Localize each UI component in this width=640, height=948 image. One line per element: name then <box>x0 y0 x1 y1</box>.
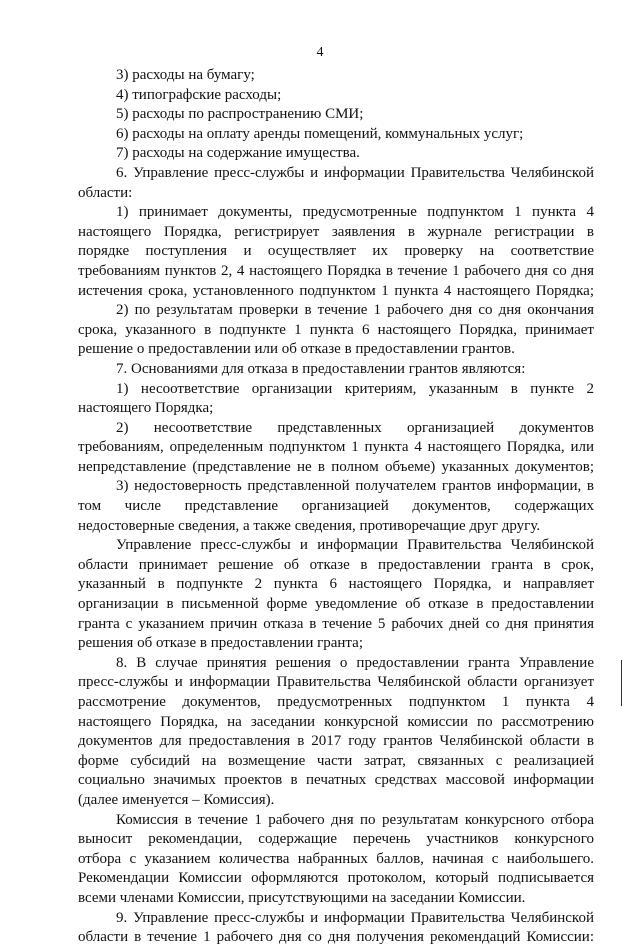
text-line: 7. Основаниями для отказа в предоставлении грантов являются: <box>116 360 526 377</box>
text-line: (далее именуется – Комиссия). <box>78 791 275 808</box>
text-line: решения об отказе в предоставлении гранта; <box>78 635 363 652</box>
text-line: 1) принимает документы, предусмотренные подпунктом 1 пункта 4 <box>116 204 594 221</box>
text-line: настоящего Порядка; <box>78 400 214 417</box>
text-line: области в течение 1 рабочего дня со дня получения рекомендаций Комиссии: <box>78 929 594 946</box>
text-line: 8. В случае принятия решения о предоставлении гранта Управление <box>116 654 594 671</box>
text-line: отбора с указанием количества набранных баллов, начиная с наибольшего. <box>78 850 594 867</box>
text-line: рассмотрение документов, предусмотренных подпунктом 1 пункта 4 <box>78 694 594 710</box>
text-line: непредставление (представление не в полном объеме) указанных документов; <box>78 458 594 475</box>
text-line: 3) недостоверность представленной получателем грантов информации, в <box>116 478 594 495</box>
text-line: срока, указанного в подпункте 1 пункта 6 настоящего Порядка, принимает <box>78 321 594 338</box>
text-line: всеми членами Комиссии, присутствующими на заседании Комиссии. <box>78 889 526 906</box>
text-line: выносит рекомендации, содержащие перечень участников конкурсного <box>78 831 594 848</box>
text-line: 7) расходы на содержание имущества. <box>116 145 360 162</box>
text-line: решение о предоставлении или об отказе в предоставлении грантов. <box>78 341 515 358</box>
text-line: 3) расходы на бумагу; <box>116 67 255 83</box>
text-line: настоящего Порядка, регистрирует заявления в журнале регистрации в <box>78 223 594 240</box>
text-line: пресс-службы и информации Правительства Челябинской области организует <box>78 674 594 691</box>
text-line: 5) расходы по распространению СМИ; <box>116 106 364 123</box>
text-line: организации в письменной форме уведомление об отказе в предоставлении <box>78 596 594 613</box>
text-line: порядке поступления и осуществляет их проверку на соответствие <box>78 243 594 260</box>
text-line: 2) по результатам проверки в течение 1 рабочего дня со дня окончания <box>116 302 594 319</box>
text-line: Комиссия в течение 1 рабочего дня по результатам конкурсного отбора <box>116 811 594 828</box>
text-line: том числе представление организацией документов, содержащих <box>78 498 594 515</box>
text-line: истечения срока, установленного подпунктом 1 пункта 4 настоящего Порядка; <box>78 282 594 299</box>
text-line: гранта с указанием причин отказа в течение 5 рабочих дней со дня принятия <box>78 615 594 632</box>
text-line: 6) расходы на оплату аренды помещений, коммунальных услуг; <box>116 125 524 142</box>
page-number: 4 <box>316 45 324 60</box>
text-line: 4) типографские расходы; <box>116 86 282 103</box>
scan-margin-mark <box>621 660 622 706</box>
text-line: Рекомендации Комиссии оформляются протоколом, который подписывается <box>78 870 594 887</box>
text-line: недостоверные сведения, а также сведения, противоречащие друг другу. <box>78 517 541 534</box>
text-line: настоящего Порядка, на заседании конкурсной комиссии по рассмотрению <box>78 713 594 730</box>
text-line: 6. Управление пресс-службы и информации Правительства Челябинской <box>116 164 594 181</box>
text-line: социально значимых проектов в печатных средствах массовой информации <box>78 772 594 789</box>
text-line: области принимает решение об отказе в предоставлении гранта в срок, <box>78 556 594 573</box>
text-line: форме субсидий на возмещение части затрат, связанных с реализацией <box>78 752 594 769</box>
text-line: 1) несоответствие организации критериям, указанным в пункте 2 <box>116 380 594 397</box>
text-line: 9. Управление пресс-службы и информации Правительства Челябинской <box>116 909 594 926</box>
text-line: требованиям, определенным подпунктом 1 пункта 4 настоящего Порядка, или <box>78 439 594 456</box>
text-line: указанный в подпункте 2 пункта 6 настоящего Порядка, и направляет <box>78 576 594 593</box>
text-line: Управление пресс-службы и информации Правительства Челябинской <box>116 537 594 554</box>
document-body <box>78 66 594 948</box>
text-line: документов для предоставления в 2017 году грантов Челябинской области в <box>78 733 594 750</box>
text-line: требованиям пунктов 2, 4 настоящего Порядка в течение 1 рабочего дня со дня <box>78 262 594 279</box>
text-line: области: <box>78 184 133 201</box>
text-line: 2) несоответствие представленных организацией документов <box>116 419 594 436</box>
